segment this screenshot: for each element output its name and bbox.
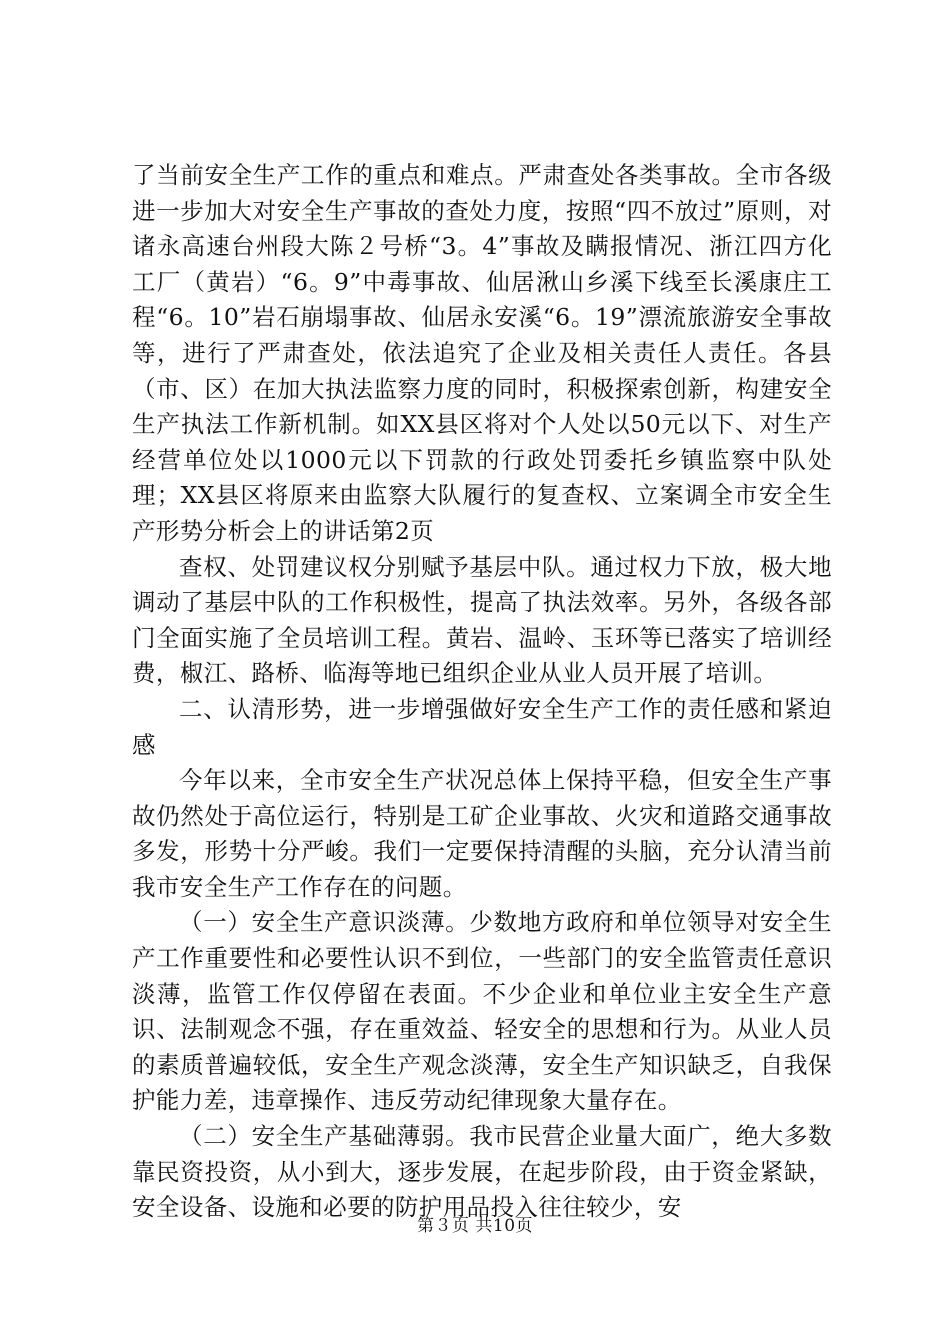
paragraph-2: 查权、处罚建议权分别赋予基层中队。通过权力下放，极大地调动了基层中队的工作积极性，提高了执法效率。另外，各级各部门全面实施了全员培训工程。黄岩、温岭、玉环等已落实了培训经费，椒江、路桥、临海等地已组织企业从业人员开展了培训。: [132, 552, 832, 688]
document-body: [132, 158, 832, 1226]
paragraph-4: （一）安全生产意识淡薄。少数地方政府和单位领导对安全生产工作重要性和必要性认识不到位，一些部门的安全监管责任意识淡薄，监管工作仅停留在表面。不少企业和单位业主安全生产意识、法制观念不强，存在重效益、轻安全的思想和行为。从业人员的素质普遍较低，安全生产观念淡薄，安全生产知识缺乏，自我保护能力差，违章操作、违反劳动纪律现象大量存在。: [132, 908, 832, 1115]
section-heading: 二、认清形势，进一步增强做好安全生产工作的责任感和紧迫感: [132, 694, 832, 759]
paragraph-3: 今年以来，全市安全生产状况总体上保持平稳，但安全生产事故仍然处于高位运行，特别是工矿企业事故、火灾和道路交通事故多发，形势十分严峻。我们一定要保持清醒的头脑，充分认清当前我市安全生产工作存在的问题。: [132, 766, 832, 901]
paragraph-1: 了当前安全生产工作的重点和难点。严肃查处各类事故。全市各级进一步加大对安全生产事故的查处力度，按照“四不放过”原则，对诸永高速台州段大陈２号桥“3。4”事故及瞒报情况、浙江四方化工厂（黄岩）“6。9”中毒事故、仙居湫山乡溪下线至长溪康庄工程“6。10”岩石崩塌事故、仙居永安溪“6。19”漂流旅游安全事故等，进行了严肃查处，依法追究了企业及相关责任人责任。各县（市、区）在加大执法监察力度的同时，积极探索创新，构建安全生产执法工作新机制。如XX县区将对个人处以50元以下、对生产经营单位处以1000元以下罚款的行政处罚委托乡镇监察中队处理；XX县区将原来由监察大队履行的复查权、立案调全市安全生产形势分析会上的讲话第2页: [132, 161, 832, 545]
page-footer: 第３页 共10页: [416, 1216, 534, 1236]
paragraph-5: （二）安全生产基础薄弱。我市民营企业量大面广，绝大多数靠民资投资，从小到大，逐步发展，在起步阶段，由于资金紧缺，安全设备、设施和必要的防护用品投入往往较少，安: [132, 1122, 832, 1222]
